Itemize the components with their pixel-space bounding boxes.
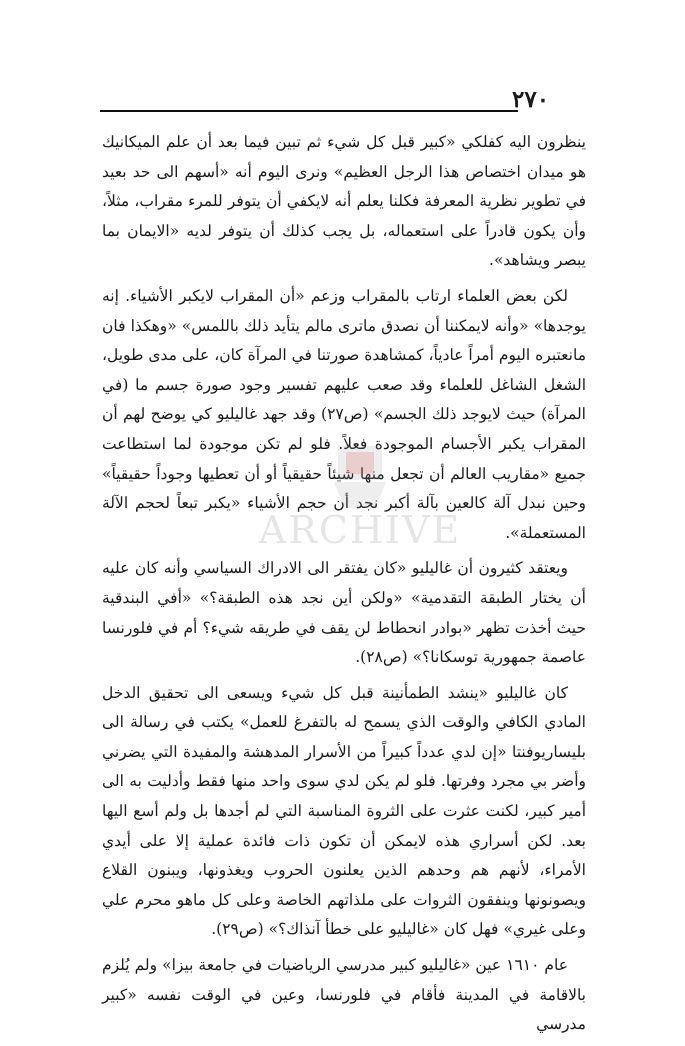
paragraph-4: كان غاليليو «ينشد الطمأنينة قبل كل شيء ويسعى الى تحقيق الدخل المادي الكافي والوقت الذي يسمح له بالتفرغ للعمل» يكتب في رسالة الى بليساريوفنتا «إن لدي عدداً كبيراً من الأسرار المدهشة والمفيدة التي يضرني وأضر بي مجرد وفرتها. فلو لم يكن لدي سوى واحد منها فقط وأدليت به الى أمير كبير، لكنت عثرت على الثروة المناسبة التي لم أجدها بل ولم أسع اليها بعد. لكن أسراري هذه لايمكن أن تكون ذات فائدة عملية إلا على أيدي الأمراء، لأنهم هم وحدهم الذين يعلنون الحروب ويغذونها، ويبنون القلاع ويصونونها وينفقون الثروات على ملذاتهم الخاصة وعلى كل ماهو محرم علي وعلى غيري» فهل كان «غاليليو على خطأ آنذاك؟» (ص٢٩).: [102, 683, 586, 939]
paragraph-2: لكن بعض العلماء ارتاب بالمقراب وزعم «أن المقراب لايكبر الأشياء. إنه يوجدها» «وأنه لايمكننا أن نصدق ماترى مالم يتأيد ذلك باللمس» «وهكذا فان مانعتبره اليوم أمراً عادياً، كمشاهدة صورتنا في المرآة كان، على مدى طويل، الشغل الشاغل للعلماء وقد صعب عليهم تفسير وجود صورة جسم ما (في المرآة) حيث لايوجد ذلك الجسم» (ص٢٧) وقد جهد غاليليو كي يوضح لهم أن المقراب يكبر الأجسام الموجودة فعلاً. فلو لم تكن موجودة لما استطاعت جميع «مقاريب العالم أن تجعل منها شيئاً حقيقياً أو أن تعطيها وجوداً حقيقياً» وحين نبدل آلة كالعين بآلة أكبر نجد أن حجم الأشياء «يكبر تبعاً لحجم الآلة المستعملة».: [102, 286, 586, 542]
page-number: ٢٧٠: [512, 86, 550, 113]
paragraph-1: ينظرون اليه كفلكي «كبير قبل كل شيء ثم تبين فيما بعد أن علم الميكانيك هو ميدان اختصاص هذا الرجل العظيم» ونرى اليوم أنه «أسهم الى حد بعيد في تطوير نظرية المعرفة فكلنا يعلم أنه لايكفي أن يتوفر للمرء مقراب، مثلاً، وأن يكون قادراً على استعماله، بل يجب كذلك أن يتوفر لديه «الايمان بما يبصر ويشاهد».: [102, 133, 586, 270]
paragraph-3: ويعتقد كثيرون أن غاليليو «كان يفتقر الى الادراك السياسي وأنه كان عليه أن يختار الطبقة التقدمية» «ولكن أين نجد هذه الطبقة؟» «أفي البندقية حيث أخذت تظهر «بوادر انحطاط لن يقف في طريقه شيء؟ أم في فلورنسا عاصمة جمهورية توسكانا؟» (ص٢٨).: [102, 559, 586, 667]
paragraph-5: عام ١٦١٠ عين «غاليليو كبير مدرسي الرياضيات في جامعة بيزا» ولم يُلزم بالاقامة في المدينة فأقام في فلورنسا، وعين في الوقت نفسه «كبير مدرسي: [102, 956, 586, 1034]
watermark-text: ARCHIVE: [258, 508, 462, 552]
header-rule: [100, 110, 518, 112]
body-text: [102, 128, 586, 1046]
